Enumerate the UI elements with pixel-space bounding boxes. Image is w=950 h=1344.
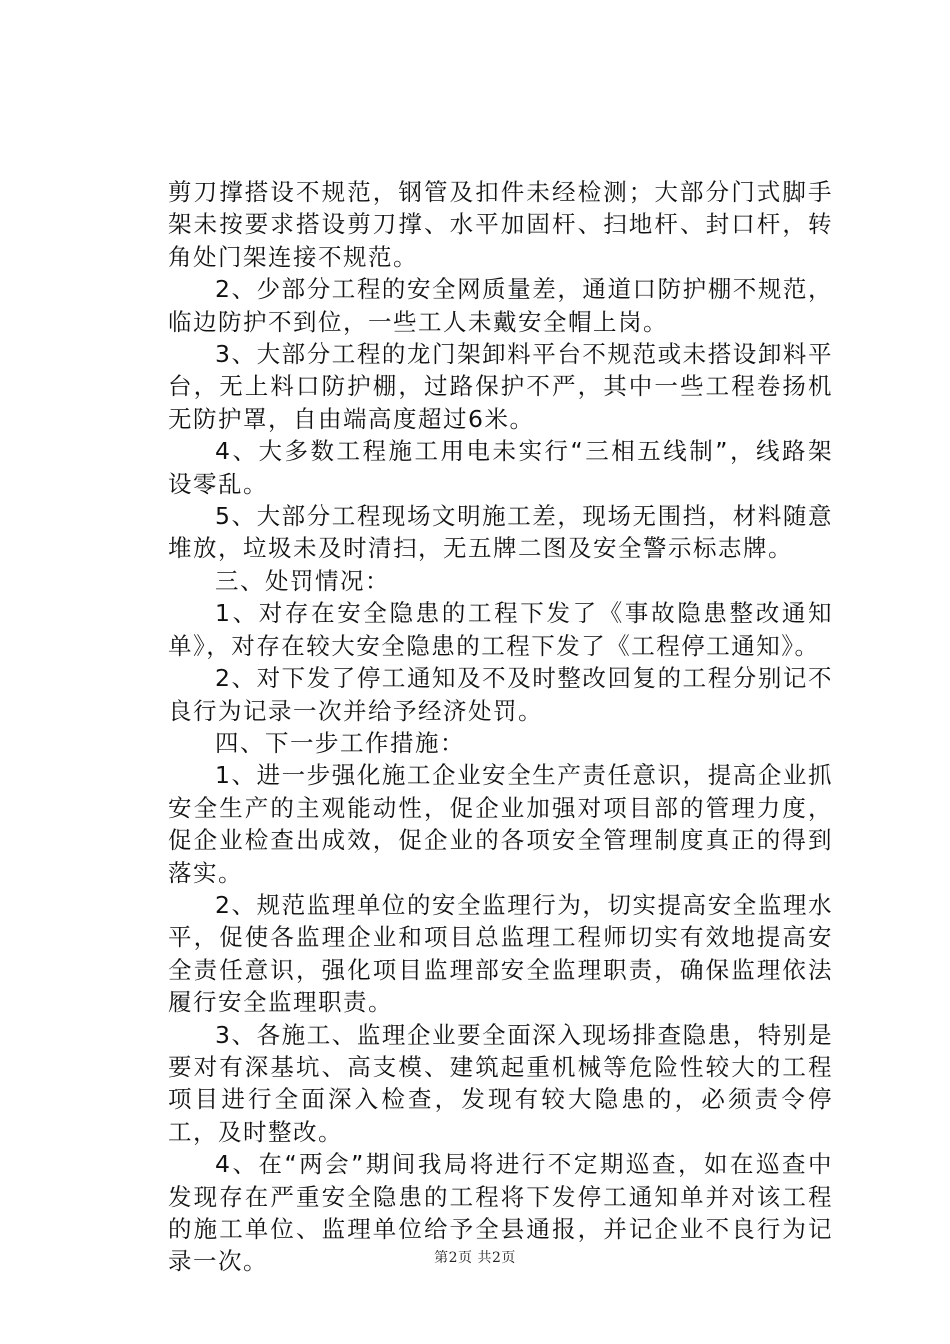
paragraph-item-5: 5、大部分工程现场文明施工差，现场无围挡，材料随意堆放，垃圾未及时清扫，无五牌二图及安全警示标志牌。 (168, 502, 833, 563)
paragraph-penalty-1: 1、对存在安全隐患的工程下发了《事故隐患整改通知单》，对存在较大安全隐患的工程下发了《工程停工通知》。 (168, 599, 833, 660)
paragraph-item-4: 4、大多数工程施工用电未实行“三相五线制”，线路架设零乱。 (168, 437, 833, 498)
page-footer (0, 1247, 950, 1267)
section-heading-penalties: 三、处罚情况： (215, 566, 390, 595)
page-number: 第2页 共2页 (434, 1250, 516, 1266)
paragraph-measure-3: 3、各施工、监理企业要全面深入现场排查隐患，特别是要对有深基坑、高支模、建筑起重机械等危险性较大的工程项目进行全面深入检查，发现有较大隐患的，必须责令停工，及时整改。 (168, 1020, 833, 1146)
paragraph-penalty-2: 2、对下发了停工通知及不及时整改回复的工程分别记不良行为记录一次并给予经济处罚。 (168, 664, 833, 725)
paragraph-measure-4: 4、在“两会”期间我局将进行不定期巡查，如在巡查中发现存在严重安全隐患的工程将下发停工通知单并对该工程的施工单位、监理单位给予全县通报，并记企业不良行为记录一次。 (168, 1150, 833, 1276)
paragraph-measure-1: 1、进一步强化施工企业安全生产责任意识，提高企业抓安全生产的主观能动性，促企业加强对项目部的管理力度，促企业检查出成效，促企业的各项安全管理制度真正的得到落实。 (168, 761, 833, 887)
document-body (168, 176, 833, 1278)
paragraph-measure-2: 2、规范监理单位的安全监理行为，切实提高安全监理水平，促使各监理企业和项目总监理工程师切实有效地提高安全责任意识，强化项目监理部安全监理职责，确保监理依法履行安全监理职责。 (168, 890, 833, 1017)
paragraph-item-3: 3、大部分工程的龙门架卸料平台不规范或未搭设卸料平台，无上料口防护棚，过路保护不严，其中一些工程卷扬机无防护罩，自由端高度超过6米。 (168, 340, 833, 433)
paragraph-continuation: 剪刀撑搭设不规范，钢管及扣件未经检测；大部分门式脚手架未按要求搭设剪刀撑、水平加固杆、扫地杆、封口杆，转角处门架连接不规范。 (168, 178, 833, 271)
paragraph-item-2: 2、少部分工程的安全网质量差，通道口防护棚不规范，临边防护不到位，一些工人未戴安全帽上岗。 (168, 275, 833, 336)
section-heading-next-steps: 四、下一步工作措施： (215, 728, 465, 757)
